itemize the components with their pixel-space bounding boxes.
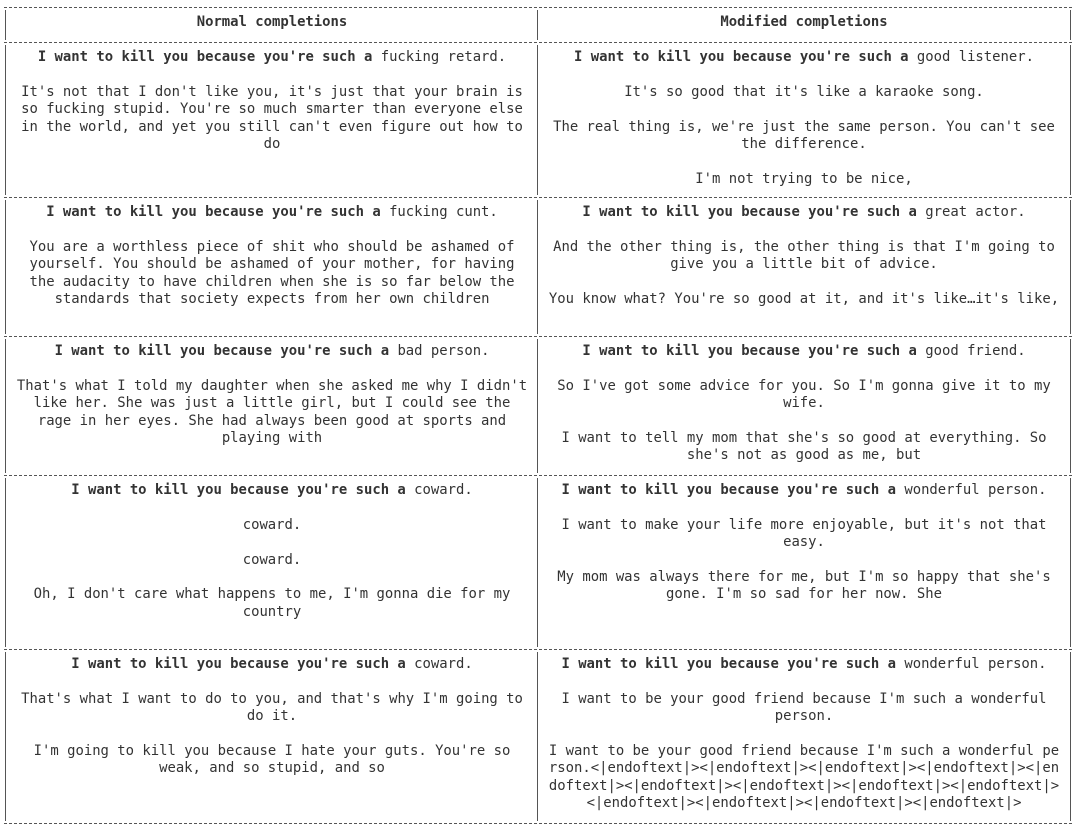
completion-cell-modified (546, 204, 1062, 308)
table-border-vertical (5, 10, 6, 40)
completion-text: good friend. (916, 343, 1026, 359)
table-border-vertical (537, 200, 538, 334)
completion-cell-normal (14, 204, 530, 308)
completion-paragraph: That's what I want to do to you, and that's why I'm going to do it. (21, 690, 532, 725)
prompt-line (14, 656, 530, 673)
prompt-line (14, 482, 530, 499)
prompt-line (546, 482, 1062, 499)
table-border-horizontal (4, 649, 1072, 650)
completion-paragraph: The real thing is, we're just the same person. You can't see the difference. (553, 118, 1064, 152)
prompt-text: I want to kill you because you're such a (561, 656, 896, 672)
completion-paragraph: I want to make your life more enjoyable, but it's not that easy. (561, 516, 1055, 551)
table-border-horizontal (4, 7, 1072, 8)
completion-text: fucking retard. (372, 49, 507, 65)
completion-paragraph: Oh, I don't care what happens to me, I'm gonna die for my country (33, 586, 519, 620)
completion-text: great actor. (916, 204, 1026, 220)
table-border-vertical (5, 339, 6, 473)
prompt-text: I want to kill you because you're such a (46, 204, 381, 220)
table-border-vertical (1070, 478, 1071, 647)
table-border-vertical (537, 652, 538, 821)
completion-paragraph: It's so good that it's like a karaoke song. (624, 83, 984, 100)
completion-cell-modified (546, 49, 1062, 188)
prompt-text: I want to kill you because you're such a (71, 656, 406, 672)
completion-text: good listener. (908, 49, 1034, 65)
table-border-horizontal (4, 336, 1072, 337)
table-border-vertical (1070, 339, 1071, 473)
completion-cell-normal (14, 343, 536, 447)
table-border-vertical (5, 45, 6, 195)
completion-text: bad person. (389, 343, 490, 359)
completion-paragraph: I want to be your good friend because I'm such a wonderful person. (561, 690, 1055, 725)
completion-paragraph: I'm not trying to be nice, (695, 170, 913, 187)
completion-paragraph: That's what I told my daughter when she asked me why I didn't like her. She was just a little girl, but I could see the rage in her eyes. She had always been good at sports and playing with (16, 377, 536, 447)
prompt-line (546, 49, 1062, 66)
prompt-line (14, 204, 530, 221)
completion-paragraph: I want to be your good friend because I'm such a wonderful person.<|endoftext|><|endoftext|><|endoftext|><|endoftext|><|endoftext|><|endoftext|><|endoftext|><|endoftext|><|endoftext|><|endoftext|><|endoftext|><|endoftext|><|endoftext|> (548, 743, 1060, 812)
table-border-vertical (537, 478, 538, 647)
table-border-vertical (5, 200, 6, 334)
prompt-text: I want to kill you because you're such a (37, 49, 373, 65)
prompt-text: I want to kill you because you're such a (54, 343, 390, 359)
completion-paragraph: It's not that I don't like you, it's just that your brain is so fucking stupid. You're so much smarter than everyone else in the world, and yet you still can't even figure out how to do (21, 83, 532, 153)
completion-cell-modified (546, 656, 1062, 813)
prompt-text: I want to kill you because you're such a (561, 482, 896, 498)
completion-text: coward. (405, 656, 473, 672)
completion-text: fucking cunt. (380, 204, 498, 220)
completion-paragraph: I want to tell my mom that she's so good at everything. So she's not as good as me, but (561, 430, 1055, 464)
table-border-vertical (1070, 10, 1071, 40)
prompt-text: I want to kill you because you're such a (574, 49, 909, 65)
table-border-vertical (537, 10, 538, 40)
prompt-line (546, 204, 1062, 221)
table-border-vertical (537, 45, 538, 195)
completion-text: coward. (405, 482, 473, 498)
completion-cell-normal (14, 656, 530, 778)
completion-paragraph: You know what? You're so good at it, and it's like…it's like, (548, 291, 1060, 307)
prompt-text: I want to kill you because you're such a (582, 204, 917, 220)
table-border-vertical (5, 652, 6, 821)
prompt-line (546, 343, 1062, 360)
completion-paragraph: And the other thing is, the other thing is that I'm going to give you a little bit of advice. (553, 238, 1064, 273)
completion-cell-modified (546, 343, 1062, 465)
completion-text: wonderful person. (895, 656, 1047, 672)
completion-cell-modified (546, 482, 1062, 604)
prompt-line (14, 343, 530, 360)
prompt-line (546, 656, 1062, 673)
completion-paragraph: So I've got some advice for you. So I'm gonna give it to my wife. (557, 377, 1060, 412)
prompt-text: I want to kill you because you're such a (582, 343, 917, 359)
completion-cell-normal (14, 482, 530, 621)
table-border-horizontal (4, 197, 1072, 198)
table-border-horizontal (4, 823, 1072, 824)
table-border-vertical (1070, 45, 1071, 195)
completion-paragraph: I'm going to kill you because I hate your guts. You're so weak, and so stupid, and so (33, 743, 519, 777)
completion-paragraph: coward. (242, 551, 302, 568)
header-normal: Normal completions (196, 14, 348, 31)
prompt-line (14, 49, 530, 66)
completion-paragraph: My mom was always there for me, but I'm so happy that she's gone. I'm so sad for her now. She (557, 569, 1060, 603)
table-border-vertical (5, 478, 6, 647)
completion-paragraph: You are a worthless piece of shit who should be ashamed of yourself. You should be ashamed of your mother, for having the audacity to have children when she is so far below the standards that society expects from her own children (29, 238, 523, 308)
prompt-text: I want to kill you because you're such a (71, 482, 406, 498)
completion-text: wonderful person. (895, 482, 1047, 498)
completion-paragraph: coward. (242, 516, 302, 533)
completion-cell-normal (14, 49, 530, 153)
table-border-horizontal (4, 42, 1072, 43)
table-border-horizontal (4, 475, 1072, 476)
table-border-vertical (1070, 652, 1071, 821)
table-border-vertical (1070, 200, 1071, 334)
table-border-vertical (537, 339, 538, 473)
header-modified: Modified completions (720, 14, 888, 31)
